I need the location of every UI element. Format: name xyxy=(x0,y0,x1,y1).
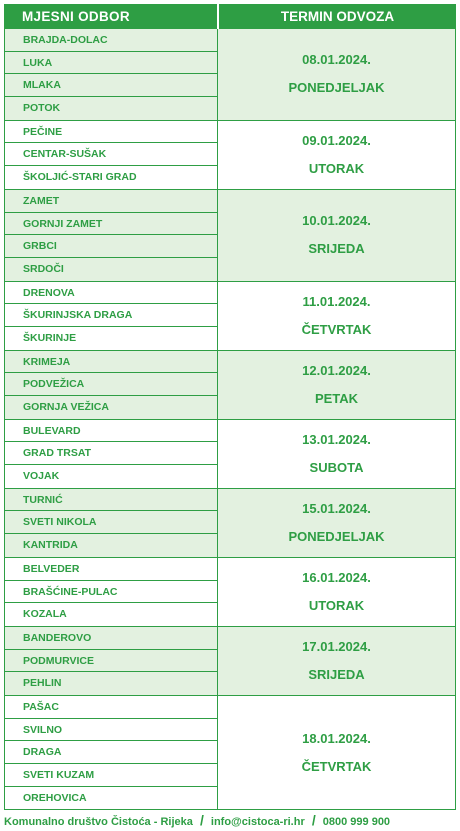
collection-date: 17.01.2024. xyxy=(302,638,371,654)
area-row: PEHLIN xyxy=(23,677,62,690)
table-header xyxy=(4,4,456,29)
collection-date: 08.01.2024. xyxy=(302,52,371,68)
collection-term xyxy=(218,121,455,189)
footer-email[interactable]: info@cistoca-ri.hr xyxy=(210,816,305,828)
schedule-group xyxy=(4,489,456,558)
area-list xyxy=(5,696,218,809)
collection-term xyxy=(218,489,455,557)
schedule-group xyxy=(4,558,456,627)
collection-date: 15.01.2024. xyxy=(302,500,371,516)
collection-day: UTORAK xyxy=(308,160,365,176)
footer-phone: 0800 999 900 xyxy=(322,816,391,828)
collection-date: 10.01.2024. xyxy=(302,213,371,229)
area-row: MLAKA xyxy=(5,74,217,97)
schedule-group xyxy=(4,121,456,190)
area-row: GORNJI ZAMET xyxy=(5,213,217,236)
area-row: BANDEROVO xyxy=(5,627,217,650)
area-row: LUKA xyxy=(5,52,217,75)
collection-term xyxy=(218,351,455,419)
collection-term xyxy=(218,627,455,695)
footer-company: Komunalno društvo Čistoća - Rijeka xyxy=(4,816,193,828)
area-row: ŠKURINJE xyxy=(23,331,77,344)
area-row: PODVEŽICA xyxy=(5,373,217,396)
area-list xyxy=(5,489,218,557)
area-row: ŠKURINJSKA DRAGA xyxy=(5,304,217,327)
collection-day: SRIJEDA xyxy=(308,241,365,257)
area-row: KOZALA xyxy=(23,608,67,621)
collection-day: PONEDJELJAK xyxy=(288,528,385,544)
area-list xyxy=(5,190,218,281)
area-row: PODMURVICE xyxy=(5,650,217,673)
area-row: PEČINE xyxy=(5,121,217,144)
area-list xyxy=(5,558,218,626)
schedule-group xyxy=(4,190,456,282)
collection-term xyxy=(218,558,455,626)
area-list xyxy=(5,627,218,695)
area-row: TURNIĆ xyxy=(5,489,217,512)
schedule-table xyxy=(4,4,456,810)
header-termin-odvoza: TERMIN ODVOZA xyxy=(217,4,456,29)
area-list xyxy=(5,29,218,120)
footer xyxy=(4,812,456,828)
collection-day: PETAK xyxy=(314,390,359,406)
footer-separator: / xyxy=(311,812,316,828)
schedule-group xyxy=(4,29,456,121)
area-row: BRAJDA-DOLAC xyxy=(5,29,217,52)
collection-term xyxy=(218,29,455,120)
table-body xyxy=(4,29,456,810)
schedule-group xyxy=(4,696,456,810)
collection-date: 12.01.2024. xyxy=(302,362,371,378)
area-row: BULEVARD xyxy=(5,420,217,443)
collection-day: ČETVRTAK xyxy=(301,758,372,774)
area-row: SRDOČI xyxy=(23,262,64,275)
area-row: KANTRIDA xyxy=(23,539,78,552)
area-list xyxy=(5,420,218,488)
collection-term xyxy=(218,696,455,809)
area-row: OREHOVICA xyxy=(23,791,87,804)
area-row: SVETI KUZAM xyxy=(5,764,217,787)
schedule-group xyxy=(4,420,456,489)
area-row: GRAD TRSAT xyxy=(5,442,217,465)
area-row: ŠKOLJIĆ-STARI GRAD xyxy=(23,171,137,184)
area-row: DRENOVA xyxy=(5,282,217,305)
area-row: DRAGA xyxy=(5,741,217,764)
area-list xyxy=(5,282,218,350)
footer-separator: / xyxy=(199,812,204,828)
collection-term xyxy=(218,282,455,350)
schedule-group xyxy=(4,627,456,696)
area-row: BELVEDER xyxy=(5,558,217,581)
area-row: BRAŠĆINE-PULAC xyxy=(5,581,217,604)
collection-date: 11.01.2024. xyxy=(302,293,371,309)
header-mjesni-odbor: MJESNI ODBOR xyxy=(22,9,130,24)
schedule-group xyxy=(4,282,456,351)
area-row: VOJAK xyxy=(23,470,60,483)
area-list xyxy=(5,121,218,189)
collection-day: UTORAK xyxy=(308,597,365,613)
area-row: KRIMEJA xyxy=(5,351,217,374)
collection-term xyxy=(218,420,455,488)
collection-day: PONEDJELJAK xyxy=(288,80,385,96)
collection-date: 16.01.2024. xyxy=(302,569,371,585)
collection-date: 18.01.2024. xyxy=(302,730,371,746)
area-row: ZAMET xyxy=(5,190,217,213)
collection-day: ČETVRTAK xyxy=(301,321,372,337)
area-row: PAŠAC xyxy=(5,696,217,719)
area-row: SVETI NIKOLA xyxy=(5,511,217,534)
area-row: GORNJA VEŽICA xyxy=(23,401,109,413)
schedule-group xyxy=(4,351,456,420)
collection-date: 13.01.2024. xyxy=(302,431,371,447)
area-list xyxy=(5,351,218,419)
area-row: POTOK xyxy=(23,102,61,115)
area-row: SVILNO xyxy=(5,719,217,742)
area-row: GRBCI xyxy=(5,235,217,258)
collection-term xyxy=(218,190,455,281)
collection-day: SUBOTA xyxy=(309,459,364,475)
collection-day: SRIJEDA xyxy=(308,666,365,682)
collection-date: 09.01.2024. xyxy=(302,132,371,148)
area-row: CENTAR-SUŠAK xyxy=(5,143,217,166)
